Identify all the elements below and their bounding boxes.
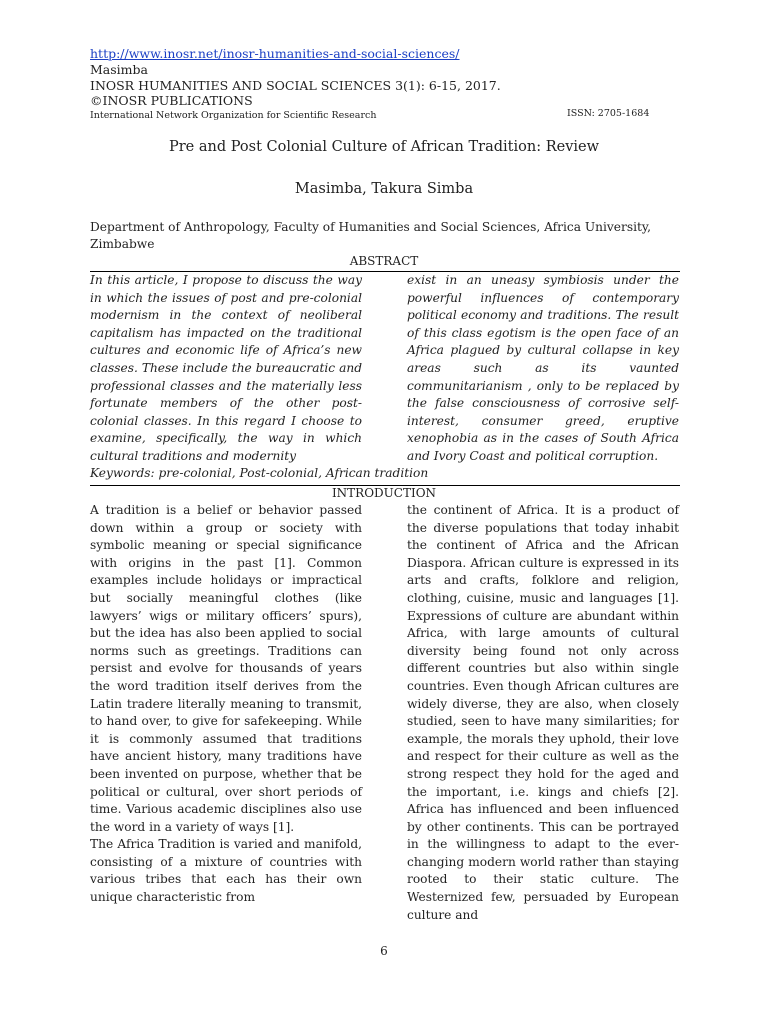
journal-citation: INOSR HUMANITIES AND SOCIAL SCIENCES 3(1): 6-15, 2017. [90,78,501,93]
issn-line: ISSN: 2705-1684 [567,108,650,119]
network-line: International Network Organization for Scientific Research [90,110,377,121]
intro-paragraph-2: The Africa Tradition is varied and manifold, consisting of a mixture of countries with various tribes that each has their own unique characteristic from [90,837,362,905]
intro-column-right [407,502,679,924]
abstract-text-left: In this article, I propose to discuss the way in which the issues of post and pre-colonial modernism in the context of neoliberal capitalism has impacted on the traditional cultures and economic life of Africa’s new classes. These include the bureaucratic and professional classes and the materially less fortunate members of the other post-colonial classes. In this regard I choose to examine, specifically, the way in which cultural traditions and modernity [90,273,362,463]
running-author: Masimba [90,62,148,77]
introduction-heading: INTRODUCTION [331,486,437,500]
page-number: 6 [380,944,388,958]
abstract-heading: ABSTRACT [349,254,419,268]
abstract-column-right [407,272,679,466]
intro-paragraph-1: A tradition is a belief or behavior passed down within a group or society with symbolic meaning or special significance with origins in the past [1]. Common examples include holidays or impractical but socially meaningful clothes (like lawyers’ wigs or military officers’ spurs), but the idea has also been applied to social norms such as greetings. Traditions can persist and evolve for thousands of years the word tradition itself derives from the Latin tradere literally meaning to transmit, to hand over, to give for safekeeping. While it is commonly assumed that traditions have ancient history, many traditions have been invented on purpose, whether that be political or cultural, over short periods of time. Various academic disciplines also use the word in a variety of ways [1]. [90,503,362,834]
intro-column-left [90,502,362,907]
intro-paragraph-continued: the continent of Africa. It is a product of the diverse populations that today inhabit the continent of Africa and the African Diaspora. African culture is expressed in its arts and crafts, folklore and religion, clothing, cuisine, music and languages [1]. Expressions of culture are abundant within Africa, with large amounts of cultural diversity being found not only across different countries but also within single countries. Even though African cultures are widely diverse, they are also, when closely studied, seen to have many similarities; for example, the morals they uphold, their love and respect for their culture as well as the strong respect they hold for the aged and the important, i.e. kings and chiefs [2]. Africa has influenced and been influenced by other continents. This can be portrayed in the willingness to adapt to the ever-changing modern world rather than staying rooted to their static culture. The Westernized few, persuaded by European culture and [407,503,679,922]
author-affiliation: Department of Anthropology, Faculty of Humanities and Social Sciences, Africa University, Zimbabwe [90,220,652,251]
journal-url-line [90,46,460,62]
journal-url-link[interactable]: http://www.inosr.net/inosr-humanities-and-social-sciences/ [90,46,460,61]
paper-title: Pre and Post Colonial Culture of African Tradition: Review [168,139,600,155]
paper-author: Masimba, Takura Simba [294,181,474,197]
keywords-line: Keywords: pre-colonial, Post-colonial, African tradition [90,466,429,480]
abstract-column-left [90,272,362,466]
publisher-line: ©INOSR PUBLICATIONS [90,93,253,108]
abstract-text-right: exist in an uneasy symbiosis under the powerful influences of contemporary political economy and traditions. The result of this class egotism is the open face of an Africa plagued by cultural collapse in key areas such as its vaunted communitarianism , only to be replaced by the false consciousness of corrosive self-interest, consumer greed, eruptive xenophobia as in the cases of South Africa and Ivory Coast and political corruption. [407,273,679,463]
